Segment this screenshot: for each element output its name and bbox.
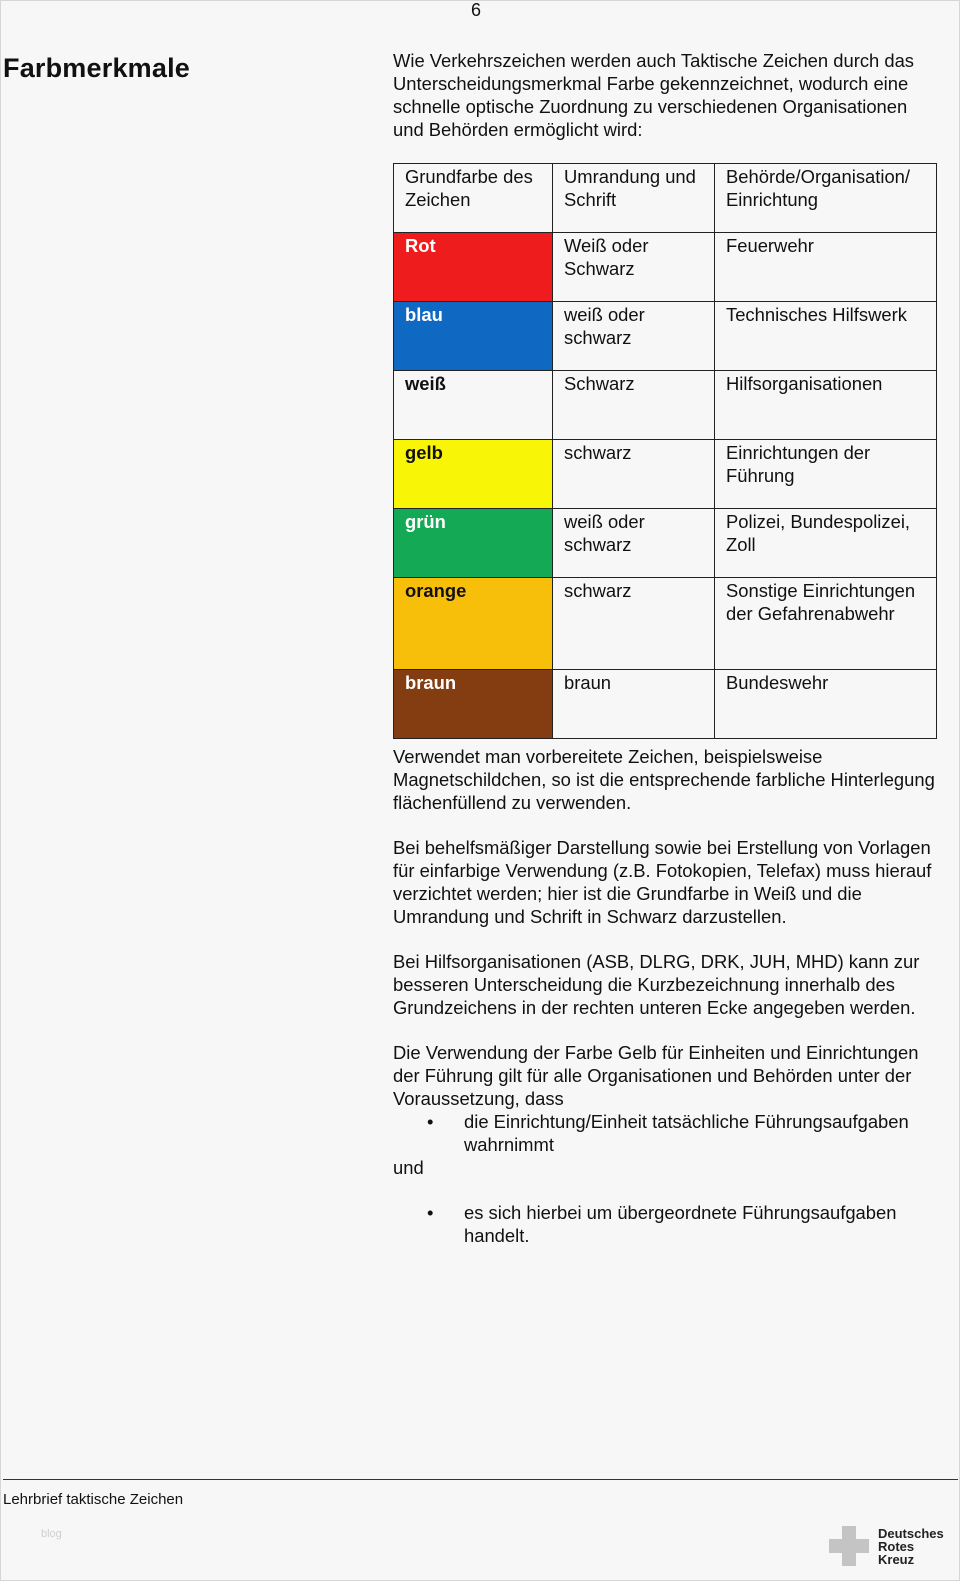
intro-block	[393, 49, 938, 141]
paragraph-yellow: Die Verwendung der Farbe Gelb für Einheiten und Einrichtungen der Führung gilt für alle Organisationen und Behörden unter der Voraussetzung, dass	[393, 1042, 919, 1109]
border-text-cell: schwarz	[553, 578, 715, 670]
organisation-cell: Polizei, Bundespolizei, Zoll	[715, 509, 937, 578]
bullet-list-2	[393, 1201, 938, 1247]
drk-logo	[829, 1526, 944, 1566]
color-swatch-cell: gelb	[394, 440, 553, 509]
color-swatch-cell: braun	[394, 670, 553, 739]
table-row	[394, 233, 937, 302]
color-swatch-cell: weiß	[394, 371, 553, 440]
page-number: 6	[471, 0, 482, 20]
bullet-icon: •	[427, 1111, 434, 1132]
border-text-cell: Schwarz	[553, 371, 715, 440]
header-grundfarbe: Grundfarbe des Zeichen	[394, 164, 553, 233]
border-text-cell: braun	[553, 670, 715, 739]
connector-text: und	[393, 1157, 424, 1178]
bullet-icon: •	[427, 1202, 434, 1223]
bullet-text: es sich hierbei um übergeordnete Führungsaufgaben handelt.	[464, 1202, 897, 1246]
color-swatch-cell: grün	[394, 509, 553, 578]
border-text-cell: weiß oder schwarz	[553, 509, 715, 578]
footer-title: Lehrbrief taktische Zeichen	[3, 1491, 184, 1508]
table-row	[394, 302, 937, 371]
bullet-text: die Einrichtung/Einheit tatsächliche Führungsaufgaben wahrnimmt	[464, 1111, 909, 1155]
color-swatch-cell: Rot	[394, 233, 553, 302]
organisation-cell: Bundeswehr	[715, 670, 937, 739]
watermark: blog	[41, 1528, 62, 1540]
paragraph-magnets: Verwendet man vorbereitete Zeichen, beispielsweise Magnetschildchen, so ist die entsprechende farbliche Hinterlegung flächenfüllend zu verwenden.	[393, 746, 935, 813]
header-umrandung: Umrandung und Schrift	[553, 164, 715, 233]
intro-paragraph: Wie Verkehrszeichen werden auch Taktische Zeichen durch das Unterscheidungsmerkmal Farbe gekennzeichnet, wodurch eine schnelle optische Zuordnung zu verschiedenen Organisationen und Behörden ermöglicht wird:	[393, 50, 915, 140]
organisation-cell: Sonstige Einrichtungen der Gefahrenabwehr	[715, 578, 937, 670]
color-table	[393, 163, 937, 739]
bullet-list-1	[393, 1110, 938, 1156]
table-row	[394, 578, 937, 670]
footer-divider	[3, 1479, 958, 1480]
table-header-row	[394, 164, 937, 233]
bullet-item	[393, 1110, 938, 1156]
border-text-cell: weiß oder schwarz	[553, 302, 715, 371]
paragraph-monochrome: Bei behelfsmäßiger Darstellung sowie bei Erstellung von Vorlagen für einfarbige Verwendung (z.B. Fotokopien, Telefax) muss hierauf verzichtet werden; hier ist die Grundfarbe in Weiß und die Umrandung und Schrift in Schwarz darzustellen.	[393, 837, 932, 927]
logo-line-3: Kreuz	[878, 1551, 915, 1567]
logo-text	[878, 1527, 944, 1566]
organisation-cell: Einrichtungen der Führung	[715, 440, 937, 509]
table-row	[394, 371, 937, 440]
color-swatch-cell: blau	[394, 302, 553, 371]
color-swatch-cell: orange	[394, 578, 553, 670]
body-text	[393, 745, 938, 1247]
red-cross-icon	[829, 1526, 869, 1566]
paragraph-aid-orgs: Bei Hilfsorganisationen (ASB, DLRG, DRK, JUH, MHD) kann zur besseren Unterscheidung die Kurzbezeichnung innerhalb des Grundzeichens in der rechten unteren Ecke angegeben werden.	[393, 951, 920, 1018]
bullet-item	[393, 1201, 938, 1247]
logo-line-2: Rotes	[878, 1538, 915, 1554]
organisation-cell: Technisches Hilfswerk	[715, 302, 937, 371]
border-text-cell: Weiß oder Schwarz	[553, 233, 715, 302]
table-row	[394, 440, 937, 509]
organisation-cell: Feuerwehr	[715, 233, 937, 302]
table-row	[394, 509, 937, 578]
border-text-cell: schwarz	[553, 440, 715, 509]
table-row	[394, 670, 937, 739]
logo-line-1: Deutsches	[878, 1525, 944, 1541]
section-title: Farbmerkmale	[3, 53, 190, 83]
header-organisation: Behörde/Organisation/ Einrichtung	[715, 164, 937, 233]
organisation-cell: Hilfsorganisationen	[715, 371, 937, 440]
